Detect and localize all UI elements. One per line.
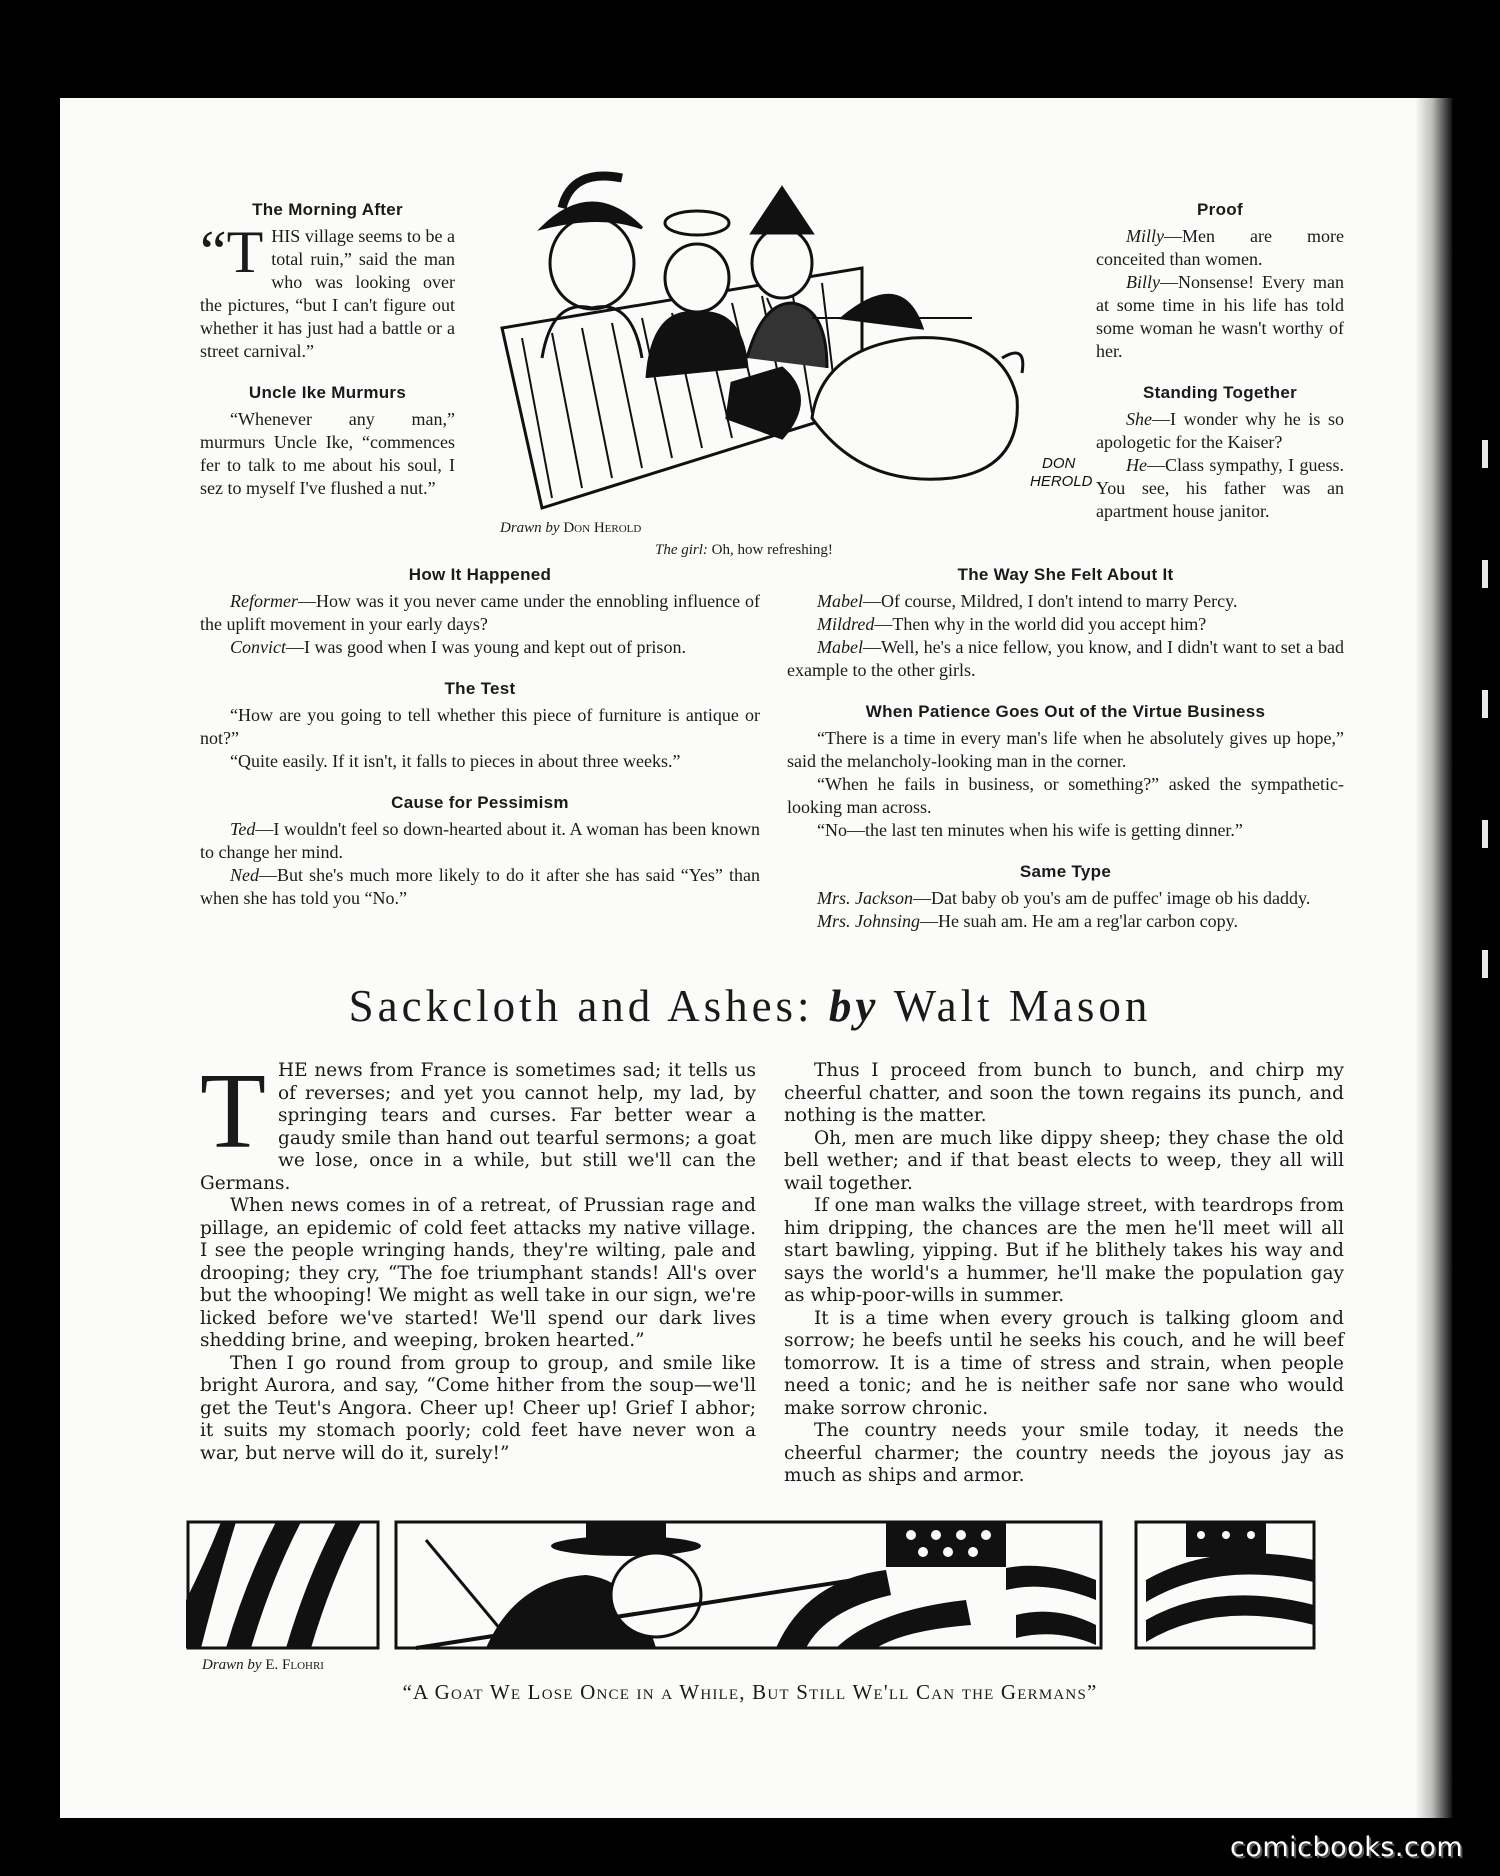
column-middle-left: How It Happened Reformer—How was it you never came under the ennobling influence of the uplift movement in your early days? Convict—I was good when I was young and kept out of prison. The Test “How are you going to tell whether this piece of furniture is antique or not?” “Quite easily. If it isn't, it falls to pieces in about three weeks.” Cause for Pessimism Ted—I wouldn't feel so down-hearted about it. A woman has been known to change her mind. Ned—But she's much more likely to do it after she has said “Yes” than when she has told you “No.”: [200, 565, 760, 908]
heading-proof: Proof: [1197, 200, 1243, 219]
heading-uncle-ike: Uncle Ike Murmurs: [248, 383, 407, 402]
poem-title: Sackcloth and Ashes: by Walt Mason: [348, 981, 1152, 1031]
heading-the-test: The Test: [444, 679, 516, 698]
cartoon-bottom-credit: Drawn by E. Flohri: [202, 1657, 324, 1673]
heading-patience: When Patience Goes Out of the Virtue Business: [865, 702, 1266, 721]
poem-column-right: Thus I proceed from bunch to bunch, and chirp my cheerful chatter, and soon the town regains its punch, and nothing is the matter. Oh, men are much like dippy sheep; they chase the old bell wether; and if that beast elects to weep, they all will wail together. If one man walks the village street, with teardrops from him dripping, the chances are the men he'll meet will all start bawling, yipping. But if he blithely takes his way and says the world's a hummer, he'll make the population gay as whip-poor-wills in summer. It is a time when every grouch is talking gloom and sorrow; he beefs until he seeks his couch, and he will beef tomorrow. It is a time of stress and strain, when people need a tonic; and he is neither safe nor sane who would make sorrow chronic. The country needs your smile today, it needs the cheerful charmer; the country needs the joyous jay as much as ships and armor.: [784, 1060, 1344, 1486]
heading-way-she-felt: The Way She Felt About It: [957, 565, 1174, 584]
heading-how-it-happened: How It Happened: [408, 565, 552, 584]
heading-pessimism: Cause for Pessimism: [391, 793, 569, 812]
uncle-ike-text: “Whenever any man,” murmurs Uncle Ike, “commences fer to talk to me about his soul, I sez to myself I've flushed a nut.”: [200, 409, 455, 498]
column-top-left: [200, 198, 455, 500]
poem-column-left: T HE news from France is sometimes sad; it tells us of reverses; and yet you cannot help, my lad, by springing tears and curses. Far better wear a gaudy smile than hand out tearful sermons; a goat we lose, once in a while, but still we'll can the Germans. When news comes in of a retreat, of Prussian rage and pillage, an epidemic of cold feet attacks my native village. I see the people wringing hands, they're wilting, pale and drooping; they cry, “The foe triumphant stands! All's over but the whooping! We might as well take in our sign, we're licked before we've started! We'll spend our dark lives shedding brine, and weeping, broken hearted.” Then I go round from group to group, and smile like bright Aurora, and say, “Come hither from the soup—we'll get the Teut's Angora. Cheer up! Cheer up! Grief I abhor; it suits my stomach poorly; cold feet have never won a war, but nerve will do it, surely!”: [200, 1052, 756, 1464]
drop-cap: “T: [200, 219, 264, 285]
poem-drop-cap: T: [200, 1052, 266, 1171]
binding-edge: [1482, 440, 1492, 1040]
cartoon-top-caption: The girl: Oh, how refreshing!: [655, 542, 833, 558]
page-binding-shadow: [1415, 98, 1453, 1818]
watermark-text: comicbooks.com: [1230, 1832, 1464, 1863]
cartoon-flag-banner: [186, 1520, 1316, 1650]
heading-standing-together: Standing Together: [1143, 383, 1297, 402]
cartoon-top-credit: Drawn by Don Herold: [500, 520, 642, 536]
cartoon-pig-fence: [482, 168, 1102, 528]
cartoon-bottom-caption: “A Goat We Lose Once in a While, But Still We'll Can the Germans”: [402, 1680, 1098, 1704]
heading-same-type: Same Type: [1019, 862, 1112, 881]
column-middle-right: The Way She Felt About It Mabel—Of course, Mildred, I don't intend to marry Percy. Mildred—Then why in the world did you accept him? Mabel—Well, he's a nice fellow, you know, and I didn't want to set a bad example to the other girls. When Patience Goes Out of the Virtue Business “There is a time in every man's life when he absolutely gives up hope,” said the melancholy-looking man in the corner. “When he fails in business, or something?” asked the sympathetic-looking man across. “No—the last ten minutes when his wife is getting dinner.” Same Type Mrs. Jackson—Dat baby ob you's am de puffec' image ob his daddy. Mrs. Johnsing—He suah am. He am a reg'lar carbon copy.: [787, 565, 1344, 931]
heading-morning-after: The Morning After: [252, 200, 403, 219]
column-top-right: Proof Milly—Men are more conceited than women. Billy—Nonsense! Every man at some time in his life has told some woman he wasn't worthy of her. Standing Together She—I wonder why he is so apologetic for the Kaiser? He—Class sympathy, I guess. You see, his father was an apartment house janitor.: [1096, 200, 1344, 521]
cartoon-signature-2: HEROLD: [1030, 473, 1093, 490]
cartoon-signature-1: DON: [1042, 455, 1076, 472]
morning-after-text: HIS village seems to be a total ruin,” said the man who was looking over the pictures, “but I can't figure out whether it has just had a battle or a street carnival.”: [200, 226, 455, 361]
